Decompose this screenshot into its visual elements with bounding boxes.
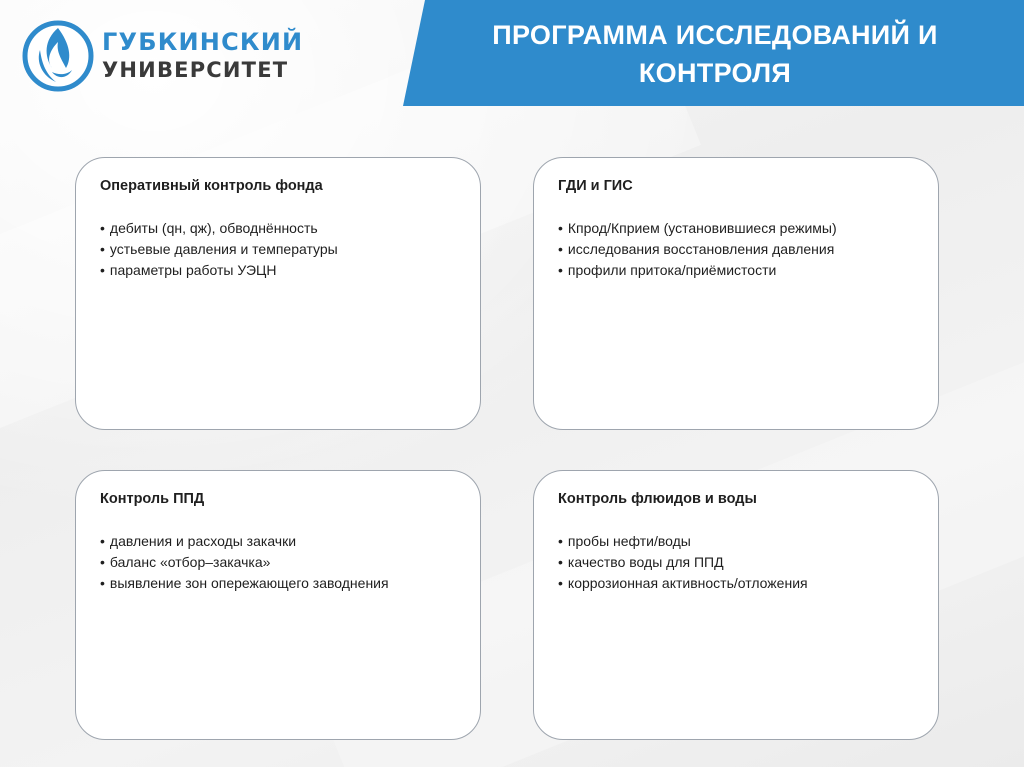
list-item: • давления и расходы закачки — [100, 531, 389, 552]
list-item: • профили притока/приёмистости — [558, 260, 837, 281]
page-title-line1: ПРОГРАММА ИССЛЕДОВАНИЙ И — [492, 20, 938, 50]
list-item: • пробы нефти/воды — [558, 531, 808, 552]
list-item: • дебиты (qн, qж), обводнённость — [100, 218, 338, 239]
list-item: • качество воды для ППД — [558, 552, 808, 573]
logo-text-line1: ГУБКИНСКИЙ — [102, 28, 304, 56]
logo-text-line2: УНИВЕРСИТЕТ — [102, 58, 289, 82]
card-title: ГДИ и ГИС — [558, 178, 633, 194]
card-bullet-list — [558, 531, 808, 594]
card-bullet-list — [100, 531, 389, 594]
card-title: Оперативный контроль фонда — [100, 178, 323, 194]
card-fluid-water-control — [533, 470, 939, 740]
card-gdi-gis — [533, 157, 939, 430]
list-item: • баланс «отбор–закачка» — [100, 552, 389, 573]
university-logo — [22, 18, 304, 94]
list-item: • исследования восстановления давления — [558, 239, 837, 260]
gubkin-flame-logo-icon — [22, 20, 94, 92]
list-item: • параметры работы УЭЦН — [100, 260, 338, 281]
card-title: Контроль флюидов и воды — [558, 491, 757, 507]
card-operational-control — [75, 157, 481, 430]
list-item: • выявление зон опережающего заводнения — [100, 573, 389, 594]
list-item: • коррозионная активность/отложения — [558, 573, 808, 594]
page-title-line2: КОНТРОЛЯ — [638, 58, 792, 88]
list-item: • Кпрод/Кприем (установившиеся режимы) — [558, 218, 837, 239]
card-ppd-control — [75, 470, 481, 740]
list-item: • устьевые давления и температуры — [100, 239, 338, 260]
card-bullet-list — [100, 218, 338, 281]
card-bullet-list — [558, 218, 837, 281]
card-title: Контроль ППД — [100, 491, 205, 507]
page-title — [430, 16, 1000, 92]
